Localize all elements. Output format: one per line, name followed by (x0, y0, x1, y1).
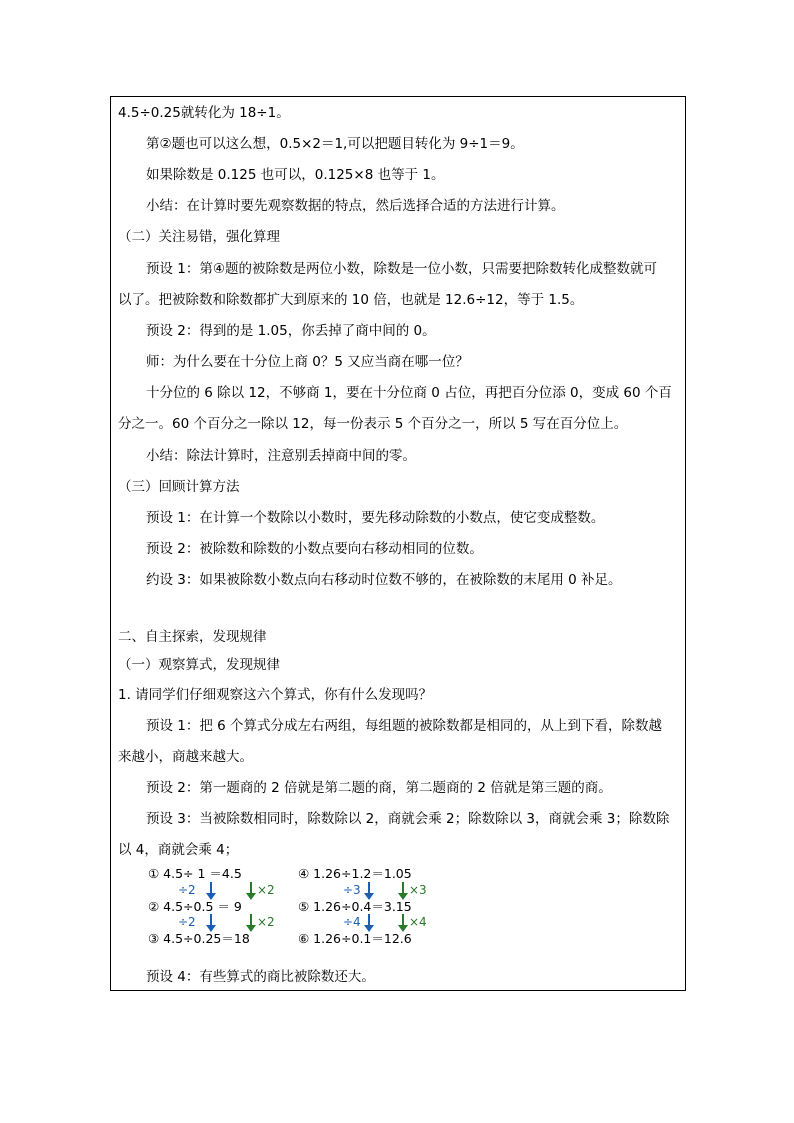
text-line: 预设 4：有些算式的商比被除数还大。 (146, 969, 375, 985)
divide-label: ÷2 (178, 883, 196, 897)
down-arrow-icon (210, 914, 212, 927)
equation-3: ③ 4.5÷0.25＝18 (148, 931, 250, 946)
down-arrow-icon (402, 882, 404, 895)
text-line: 预设 2：第一题商的 2 倍就是第二题的商，第二题商的 2 倍就是第三题的商。 (146, 780, 612, 796)
text-line: 以 4，商就会乘 4； (118, 842, 239, 858)
text-line: 预设 1：把 6 个算式分成左右两组，每组题的被除数都是相同的，从上到下看，除数越 (146, 718, 663, 734)
equation-4: ④ 1.26÷1.2＝1.05 (298, 866, 412, 881)
equation-6: ⑥ 1.26÷0.1＝12.6 (298, 931, 412, 946)
divide-label: ÷3 (343, 883, 361, 897)
multiply-label: ×2 (257, 883, 275, 897)
equation-1: ① 4.5÷ 1 ＝4.5 (148, 866, 242, 881)
down-arrow-icon (368, 882, 370, 895)
section-heading: （三）回顾计算方法 (118, 479, 240, 495)
text-line: 来越小，商越来越大。 (118, 749, 253, 765)
down-arrow-icon (210, 882, 212, 895)
text-line: 预设 2：被除数和除数的小数点要向右移动相同的位数。 (146, 541, 483, 557)
divide-label: ÷2 (178, 915, 196, 929)
summary-line: 小结：除法计算时，注意别丢掉商中间的零。 (146, 448, 416, 464)
multiply-label: ×2 (257, 915, 275, 929)
text-line: 十分位的 6 除以 12，不够商 1，要在十分位商 0 占位，再把百分位添 0，变成 60 个百 (146, 385, 672, 401)
text-line: 预设 3：当被除数相同时，除数除以 2，商就会乘 2；除数除以 3，商就会乘 3；除数除 (146, 811, 670, 827)
text-line: 第②题也可以这么想，0.5×2＝1,可以把题目转化为 9÷1＝9。 (146, 136, 524, 152)
text-line: 分之一。60 个百分之一除以 12，每一份表示 5 个百分之一，所以 5 写在百分位上。 (118, 416, 628, 432)
down-arrow-icon (250, 914, 252, 927)
down-arrow-icon (368, 914, 370, 927)
equation-5: ⑤ 1.26÷0.4＝3.15 (298, 899, 412, 914)
down-arrow-icon (250, 882, 252, 895)
summary-line: 小结：在计算时要先观察数据的特点，然后选择合适的方法进行计算。 (146, 198, 565, 214)
section-heading: （一）观察算式，发现规律 (118, 657, 280, 673)
text-line: 4.5÷0.25就转化为 18÷1。 (118, 105, 290, 121)
section-heading: 二、自主探索，发现规律 (118, 629, 267, 645)
text-line: 约设 3：如果被除数小数点向右移动时位数不够的，在被除数的末尾用 0 补足。 (146, 572, 622, 588)
text-line: 师：为什么要在十分位上商 0？5 又应当商在哪一位？ (146, 354, 469, 370)
down-arrow-icon (402, 914, 404, 927)
divide-label: ÷4 (343, 915, 361, 929)
text-line: 以了。把被除数和除数都扩大到原来的 10 倍，也就是 12.6÷12，等于 1.5。 (118, 292, 584, 308)
section-heading: （二）关注易错，强化算理 (118, 229, 280, 245)
text-line: 预设 1：第④题的被除数是两位小数，除数是一位小数，只需要把除数转化成整数就可 (146, 261, 657, 277)
text-line: 预设 2：得到的是 1.05，你丢掉了商中间的 0。 (146, 323, 436, 339)
multiply-label: ×4 (409, 915, 427, 929)
equation-2: ② 4.5÷0.5 ＝ 9 (148, 899, 242, 914)
text-line: 预设 1：在计算一个数除以小数时，要先移动除数的小数点，使它变成整数。 (146, 510, 605, 526)
text-line: 1. 请同学们仔细观察这六个算式，你有什么发现吗？ (118, 687, 433, 703)
text-line: 如果除数是 0.125 也可以，0.125×8 也等于 1。 (146, 167, 445, 183)
multiply-label: ×3 (409, 883, 427, 897)
